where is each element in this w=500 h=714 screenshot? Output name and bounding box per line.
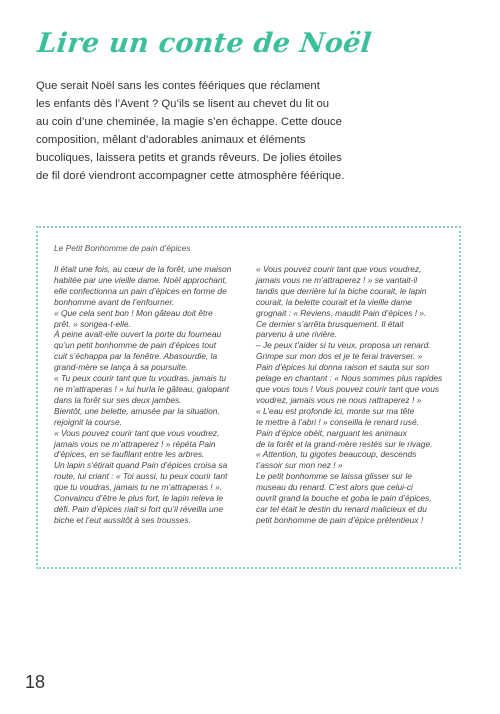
story-line: Pain d’épices lui donna raison et sauta sur son <box>256 362 430 373</box>
story-line: que vous tous ! Vous pouvez courir tant que vous <box>256 383 440 394</box>
story-line: parvenu à une rivière. <box>256 329 338 340</box>
story-title: Le Petit Bonhomme de pain d’épices <box>54 243 191 253</box>
story-line: ne m’attraperas ! » lui hurla le gâteau, galopant <box>54 383 230 394</box>
intro-line: les enfants dès l’Avent ? Qu’ils se lisent au chevet du lit ou <box>36 98 330 110</box>
story-line: Grimpe sur mon dos et je te ferai traverser. » <box>256 351 423 362</box>
story-line: de la forêt et la grand-mère restés sur le rivage. <box>256 438 433 449</box>
story-line: Pain d’épice obéit, narguant les animaux <box>256 427 407 438</box>
story-line: elle confectionna un pain d’épices en forme de <box>54 285 227 296</box>
story-line: cuit s’échappa par la fenêtre. Abasourdie, la <box>54 351 218 362</box>
intro-line: bucoliques, laissera petits et grands rêveurs. De jolies étoiles <box>36 152 342 164</box>
story-line: qu’un petit bonhomme de pain d’épices tout <box>54 340 217 351</box>
intro-line: au coin d’une cheminée, la magie s’en échappe. Cette douce <box>36 116 342 128</box>
story-line: « Vous pouvez courir tant que vous voudrez, <box>54 427 220 438</box>
story-line: ouvrit grand la bouche et goba le pain d’épices, <box>256 493 432 504</box>
story-line: petit bonhomme de pain d’épice prétentieux ! <box>256 514 424 525</box>
story-line: d’épices, en se faufilant entre les arbres. <box>54 449 205 460</box>
story-line: À peine avait-elle ouvert la porte du fourneau <box>54 329 222 340</box>
intro-line: Que serait Noël sans les contes féériques que réclament <box>36 80 320 92</box>
story-line: grognait : « Reviens, maudit Pain d’épices ! ». <box>256 307 427 318</box>
story-column-right <box>256 264 454 526</box>
page-number: 18 <box>25 672 46 692</box>
story-line: courait, la belette courait et la vieille dame <box>256 296 412 307</box>
story-line: Bientôt, une belette, amusée par la situation, <box>54 405 220 416</box>
story-line: pelage en chantant : « Nous sommes plus rapides <box>256 373 443 384</box>
story-line: Le petit bonhomme se laissa glisser sur le <box>256 471 412 482</box>
story-line: dans la forêt sur ses deux jambes. <box>54 394 182 405</box>
story-line: te mettre à l’abri ! » conseilla le renard rusé. <box>256 416 419 427</box>
story-line: jamais vous ne m’attraperez ! » se vantait-il <box>256 274 418 285</box>
story-line: bonhomme avant de l’enfourner. <box>54 296 175 307</box>
story-line: t’assoir sur mon nez ! » <box>256 460 343 471</box>
intro-paragraph <box>36 77 476 185</box>
intro-line: composition, mêlant d’adorables animaux et éléments <box>36 134 306 146</box>
story-line: Un lapin s’étirait quand Pain d’épices croisa sa <box>54 460 228 471</box>
story-line: Convaincu d’être le plus fort, le lapin releva le <box>54 493 223 504</box>
story-line: Ce dernier s’arrêta brusquement. Il était <box>256 318 404 329</box>
story-line: prêt. » songea-t-elle. <box>54 318 131 329</box>
story-line: car tel était le destin du renard malicieux et du <box>256 503 427 514</box>
story-line: que tu voudras, jamais tu ne m’attraperas ! ». <box>54 482 223 493</box>
story-line: Il était une fois, au cœur de la forêt, une maison <box>54 264 232 274</box>
story-line: tandis que derrière lui la biche courait, le lapin <box>256 285 427 296</box>
story-column-left <box>54 264 252 526</box>
story-line: « Vous pouvez courir tant que vous voudrez, <box>256 264 422 274</box>
story-line: rejoignit la course. <box>54 416 122 427</box>
story-line: « Que cela sent bon ! Mon gâteau doit être <box>54 307 213 318</box>
story-line: voudrez, jamais vous ne nous rattraperez ! » <box>256 394 422 405</box>
story-line: museau du renard. C’est alors que celui-ci <box>256 482 413 493</box>
story-line: – Je peux t’aider si tu veux, proposa un renard. <box>256 340 431 351</box>
story-line: « Tu peux courir tant que tu voudras, jamais tu <box>54 373 227 384</box>
story-line: jamais vous ne m’attraperez ! » répéta Pain <box>54 438 216 449</box>
story-line: défi. Pain d’épices riait si fort qu’il réveilla une <box>54 503 223 514</box>
story-line: « Attention, tu gigotes beaucoup, descends <box>256 449 417 460</box>
story-line: « L’eau est profonde ici, monte sur ma tête <box>256 405 415 416</box>
page-title: Lire un conte de Noël <box>36 28 373 59</box>
intro-line: de fil doré viendront accompagner cette atmosphère féérique. <box>36 170 345 182</box>
story-line: biche et l’eut aussitôt à ses trousses. <box>54 514 191 525</box>
story-frame <box>36 226 461 569</box>
story-line: habitée par une vieille dame. Noël approchant, <box>54 274 228 285</box>
story-line: grand-mère se lança à sa poursuite. <box>54 362 189 373</box>
story-line: route, lui criant : « Toi aussi, tu peux courir tant <box>54 471 228 482</box>
